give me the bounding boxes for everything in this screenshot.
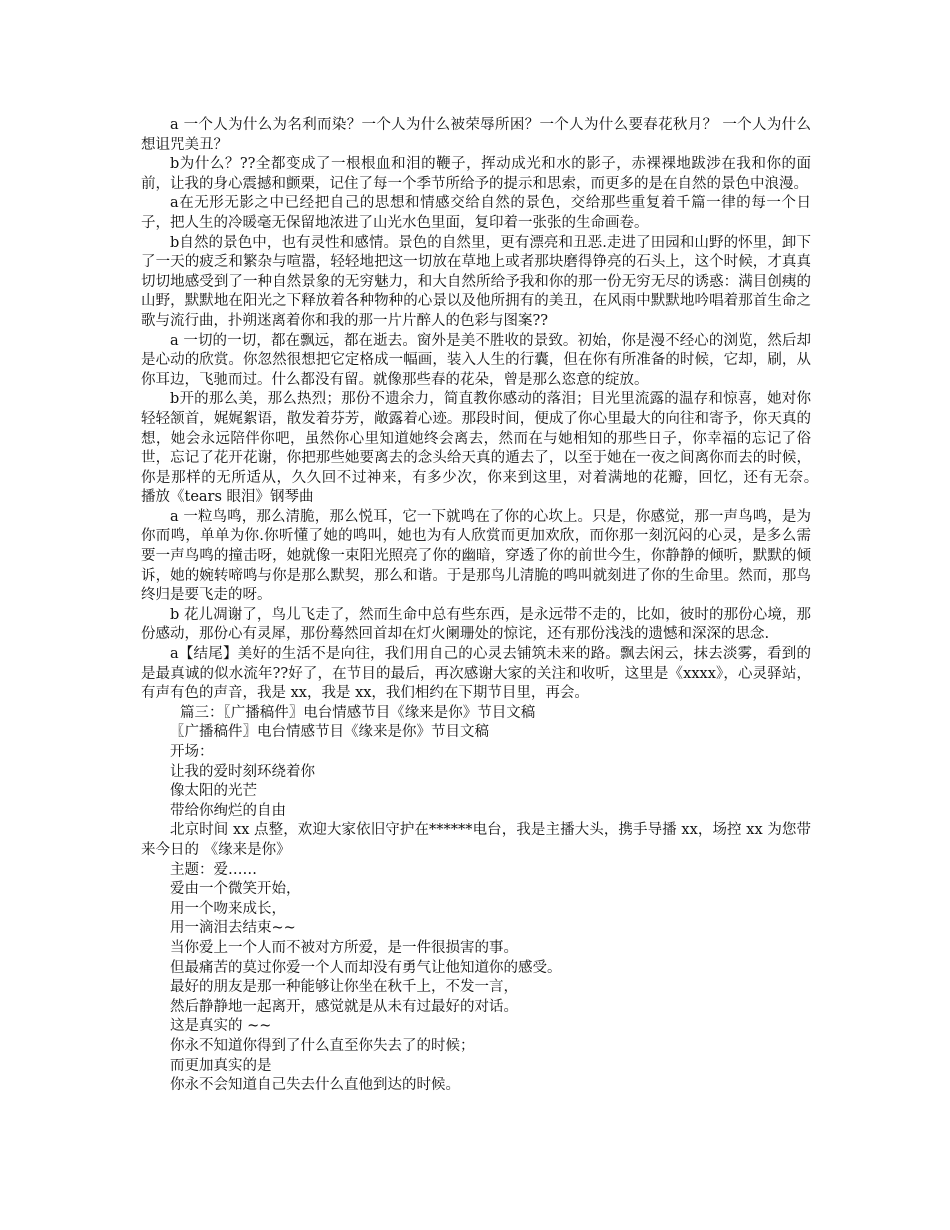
program-line: 你永不知道你得到了什么直至你失去了的时候；	[170, 1037, 475, 1054]
intro-paragraph: 北京时间 xx 点整，欢迎大家依旧守护在******电台，我是主播大头，携手导播 xx，场控 xx 为您带来今日的 《缘来是你》	[141, 822, 811, 858]
program-line: 最好的朋友是那一种能够让你坐在秋千上，不发一言，	[170, 979, 518, 996]
program-line: 用一滴泪去结束~~	[170, 920, 296, 937]
program-line: 带给你绚烂的自由	[170, 802, 286, 819]
program-line: 但最痛苦的莫过你爱一个人而却没有勇气让他知道你的感受。	[170, 959, 562, 976]
program-line: 主题：爱……	[170, 861, 257, 878]
program-line: 这是真实的 ~~	[170, 1018, 272, 1035]
program-line: 爱由一个微笑开始，	[170, 881, 301, 898]
program-line: 让我的爱时刻环绕着你	[170, 763, 315, 780]
program-line: 开场：	[170, 744, 214, 760]
section-heading: 篇三：〖广播稿件〗电台情感节目《缘来是你》节目文稿	[180, 704, 536, 721]
program-line: 然后静静地一起离开，感觉就是从未有过最好的对话。	[170, 998, 518, 1015]
script-paragraph: a 一个人为什么为名利而染？一个人为什么被荣辱所困？一个人为什么要春花秋月？ 一个人为什么想诅咒美丑？	[141, 117, 811, 153]
script-paragraph: a 一切的一切，都在飘远，都在逝去。窗外是美不胜收的景致。初始，你是漫不经心的浏览，然后却是心动的欣赏。你忽然很想把它定格成一幅画，装入人生的行囊，但在你有所准备的时候，它却，刷，从你耳边，飞驰而过。什么都没有留。就像那些春的花朵，曾是那么恣意的绽放。	[141, 332, 811, 388]
script-paragraph: b开的那么美，那么热烈；那份不遗余力，简直教你感动的落泪；目光里流露的温存和惊喜，她对你轻轻颔首，娓娓絮语，散发着芬芳，敞露着心迹。那段时间，便成了你心里最大的向往和寄予，你天真的想，她会永远陪伴你吧，虽然你心里知道她终会离去，然而在与她相知的那些日子，你幸福的忘记了俗世，忘记了花开花谢，你把那些她要离去的念头给天真的遁去了，以至于她在一夜之间离你而去的时候，你是那样的无所适从，久久回不过神来，有多少次，你来到这里，对着满地的花瓣，回忆，还有无奈。 播放《tears 眼泪》钢琴曲	[141, 391, 826, 506]
program-line: 当你爱上一个人而不被对方所爱，是一件很损害的事。	[170, 939, 518, 956]
program-line: 你永不会知道自己失去什么直他到达的时候。	[170, 1077, 460, 1094]
script-paragraph: b为什么？??全都变成了一根根血和泪的鞭子，挥动成光和水的影子，赤裸裸地跋涉在我和你的面前，让我的身心震撼和颤栗，记住了每一个季节所给予的提示和思索，而更多的是在自然的景色中浪漫。	[141, 156, 811, 192]
script-paragraph: b 花儿凋谢了，鸟儿飞走了，然而生命中总有些东西，是永远带不走的，比如，彼时的那份心境，那份感动，那份心有灵犀，那份蓦然回首却在灯火阑珊处的惊诧，还有那份浅浅的遗憾和深深的思念.	[141, 606, 811, 643]
program-line: 用一个吻来成长，	[170, 900, 286, 917]
script-paragraph: b自然的景色中，也有灵性和感情。景色的自然里，更有漂亮和丑恶.走进了田园和山野的怀里，卸下了一天的疲乏和繁杂与喧嚣，轻轻地把这一切放在草地上或者那块磨得铮亮的石头上，这个时候，才真真切切地感受到了一种自然景象的无穷魅力，和大自然所给予我和你的那一份无穷无尽的诱惑：满目创痍的山野，默默地在阳光之下释放着各种物种的心景以及他所拥有的美丑，在风雨中默默地吟唱着那首生命之歌与流行曲，扑朔迷离着你和我的那一片片醉人的色彩与图案??	[141, 234, 811, 329]
script-paragraph: a【结尾】美好的生活不是向往，我们用自己的心灵去铺筑未来的路。飘去闲云，抹去淡雾，看到的是最真诚的似水流年??好了，在节目的最后，再次感谢大家的关注和收听，这里是《xxxx》，心灵驿站，有声有色的声音，我是 xx，我是 xx，我们相约在下期节目里，再会。	[141, 646, 811, 702]
program-line: 像太阳的光芒	[170, 783, 257, 800]
script-paragraph: a在无形无影之中已经把自己的思想和情感交给自然的景色，交给那些重复着千篇一律的每一个日子，把人生的冷暖毫无保留地浓进了山光水色里面，复印着一张张的生命画卷。	[141, 195, 811, 231]
script-paragraph: a 一粒鸟鸣，那么清脆，那么悦耳，它一下就鸣在了你的心坎上。只是，你感觉，那一声鸟鸣，是为你而鸣，单单为你.你听懂了她的鸣叫，她也为有人欣赏而更加欢欣，而你那一刻沉闷的心灵，是多么需要一声鸟鸣的撞击呀，她就像一束阳光照亮了你的幽暗，穿透了你的前世今生，你静静的倾听，默默的倾诉，她的婉转啼鸣与你是那么默契，那么和谐。于是那鸟儿清脆的鸣叫就刻进了你的生命里。然而，那鸟终归是要飞走的呀。	[141, 508, 811, 604]
program-line: 而更加真实的是	[170, 1057, 272, 1074]
document-body	[141, 116, 826, 1096]
program-line: 〖广播稿件〗电台情感节目《缘来是你》节目文稿	[170, 724, 489, 741]
